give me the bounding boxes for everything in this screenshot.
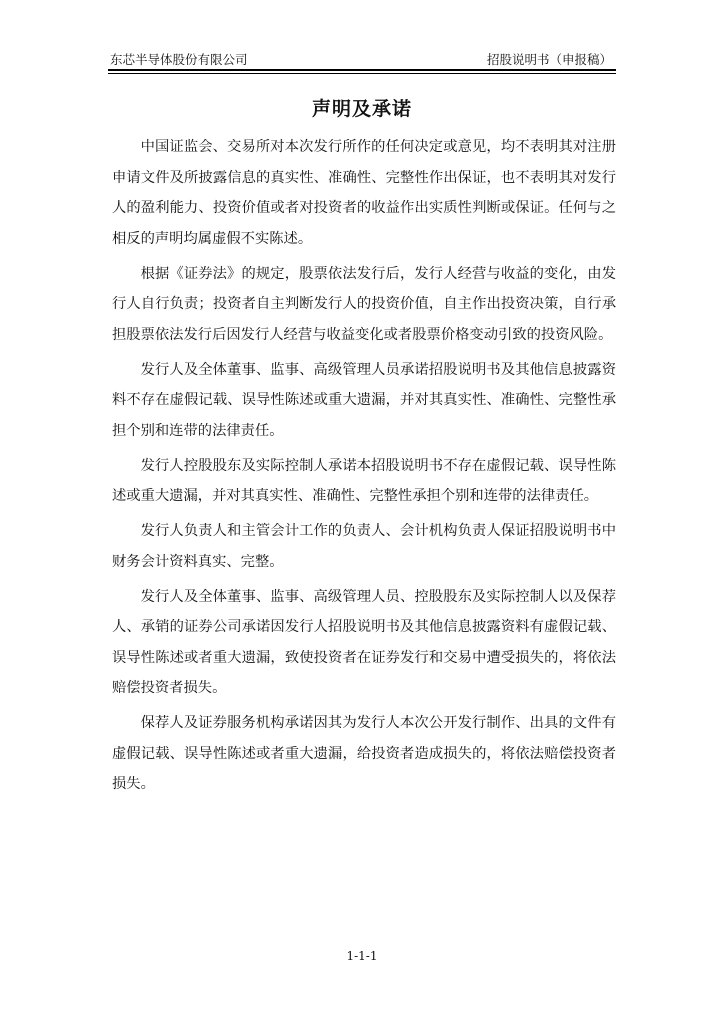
paragraph-5: 发行人负责人和主管会计工作的负责人、会计机构负责人保证招股说明书中财务会计资料真实、完整。 — [112, 523, 616, 570]
header-rule-thin — [108, 73, 616, 74]
header-rule-thick — [108, 69, 616, 71]
page-header — [108, 50, 616, 68]
paragraph-3: 发行人及全体董事、监事、高级管理人员承诺招股说明书及其他信息披露资料不存在虚假记载、误导性陈述或重大遗漏，并对其真实性、准确性、完整性承担个别和连带的法律责任。 — [112, 361, 616, 439]
paragraph-4: 发行人控股股东及实际控制人承诺本招股说明书不存在虚假记载、误导性陈述或重大遗漏，并对其真实性、准确性、完整性承担个别和连带的法律责任。 — [112, 457, 616, 504]
page-number: 1-1-1 — [346, 949, 378, 963]
page-title: 声明及承诺 — [311, 98, 412, 120]
header-doc-title: 招股说明书（申报稿） — [486, 52, 612, 67]
paragraph-6: 发行人及全体董事、监事、高级管理人员、控股股东及实际控制人以及保荐人、承销的证券公司承诺因发行人招股说明书及其他信息披露资料有虚假记载、误导性陈述或者重大遗漏，致使投资者在证券发行和交易中遭受损失的，将依法赔偿投资者损失。 — [112, 588, 616, 696]
paragraph-2: 根据《证券法》的规定，股票依法发行后，发行人经营与收益的变化，由发行人自行负责；投资者自主判断发行人的投资价值，自主作出投资决策，自行承担股票依法发行后因发行人经营与收益变化或者股票价格变动引致的投资风险。 — [112, 265, 616, 343]
paragraph-7: 保荐人及证券服务机构承诺因其为发行人本次公开发行制作、出具的文件有虚假记载、误导性陈述或者重大遗漏，给投资者造成损失的，将依法赔偿投资者损失。 — [112, 715, 616, 792]
statement-body — [112, 132, 616, 804]
paragraph-1: 中国证监会、交易所对本次发行所作的任何决定或意见，均不表明其对注册申请文件及所披露信息的真实性、准确性、完整性作出保证，也不表明其对发行人的盈利能力、投资价值或者对投资者的收益作出实质性判断或保证。任何与之相反的声明均属虚假不实陈述。 — [112, 139, 616, 247]
header-company: 东芯半导体股份有限公司 — [110, 52, 248, 67]
